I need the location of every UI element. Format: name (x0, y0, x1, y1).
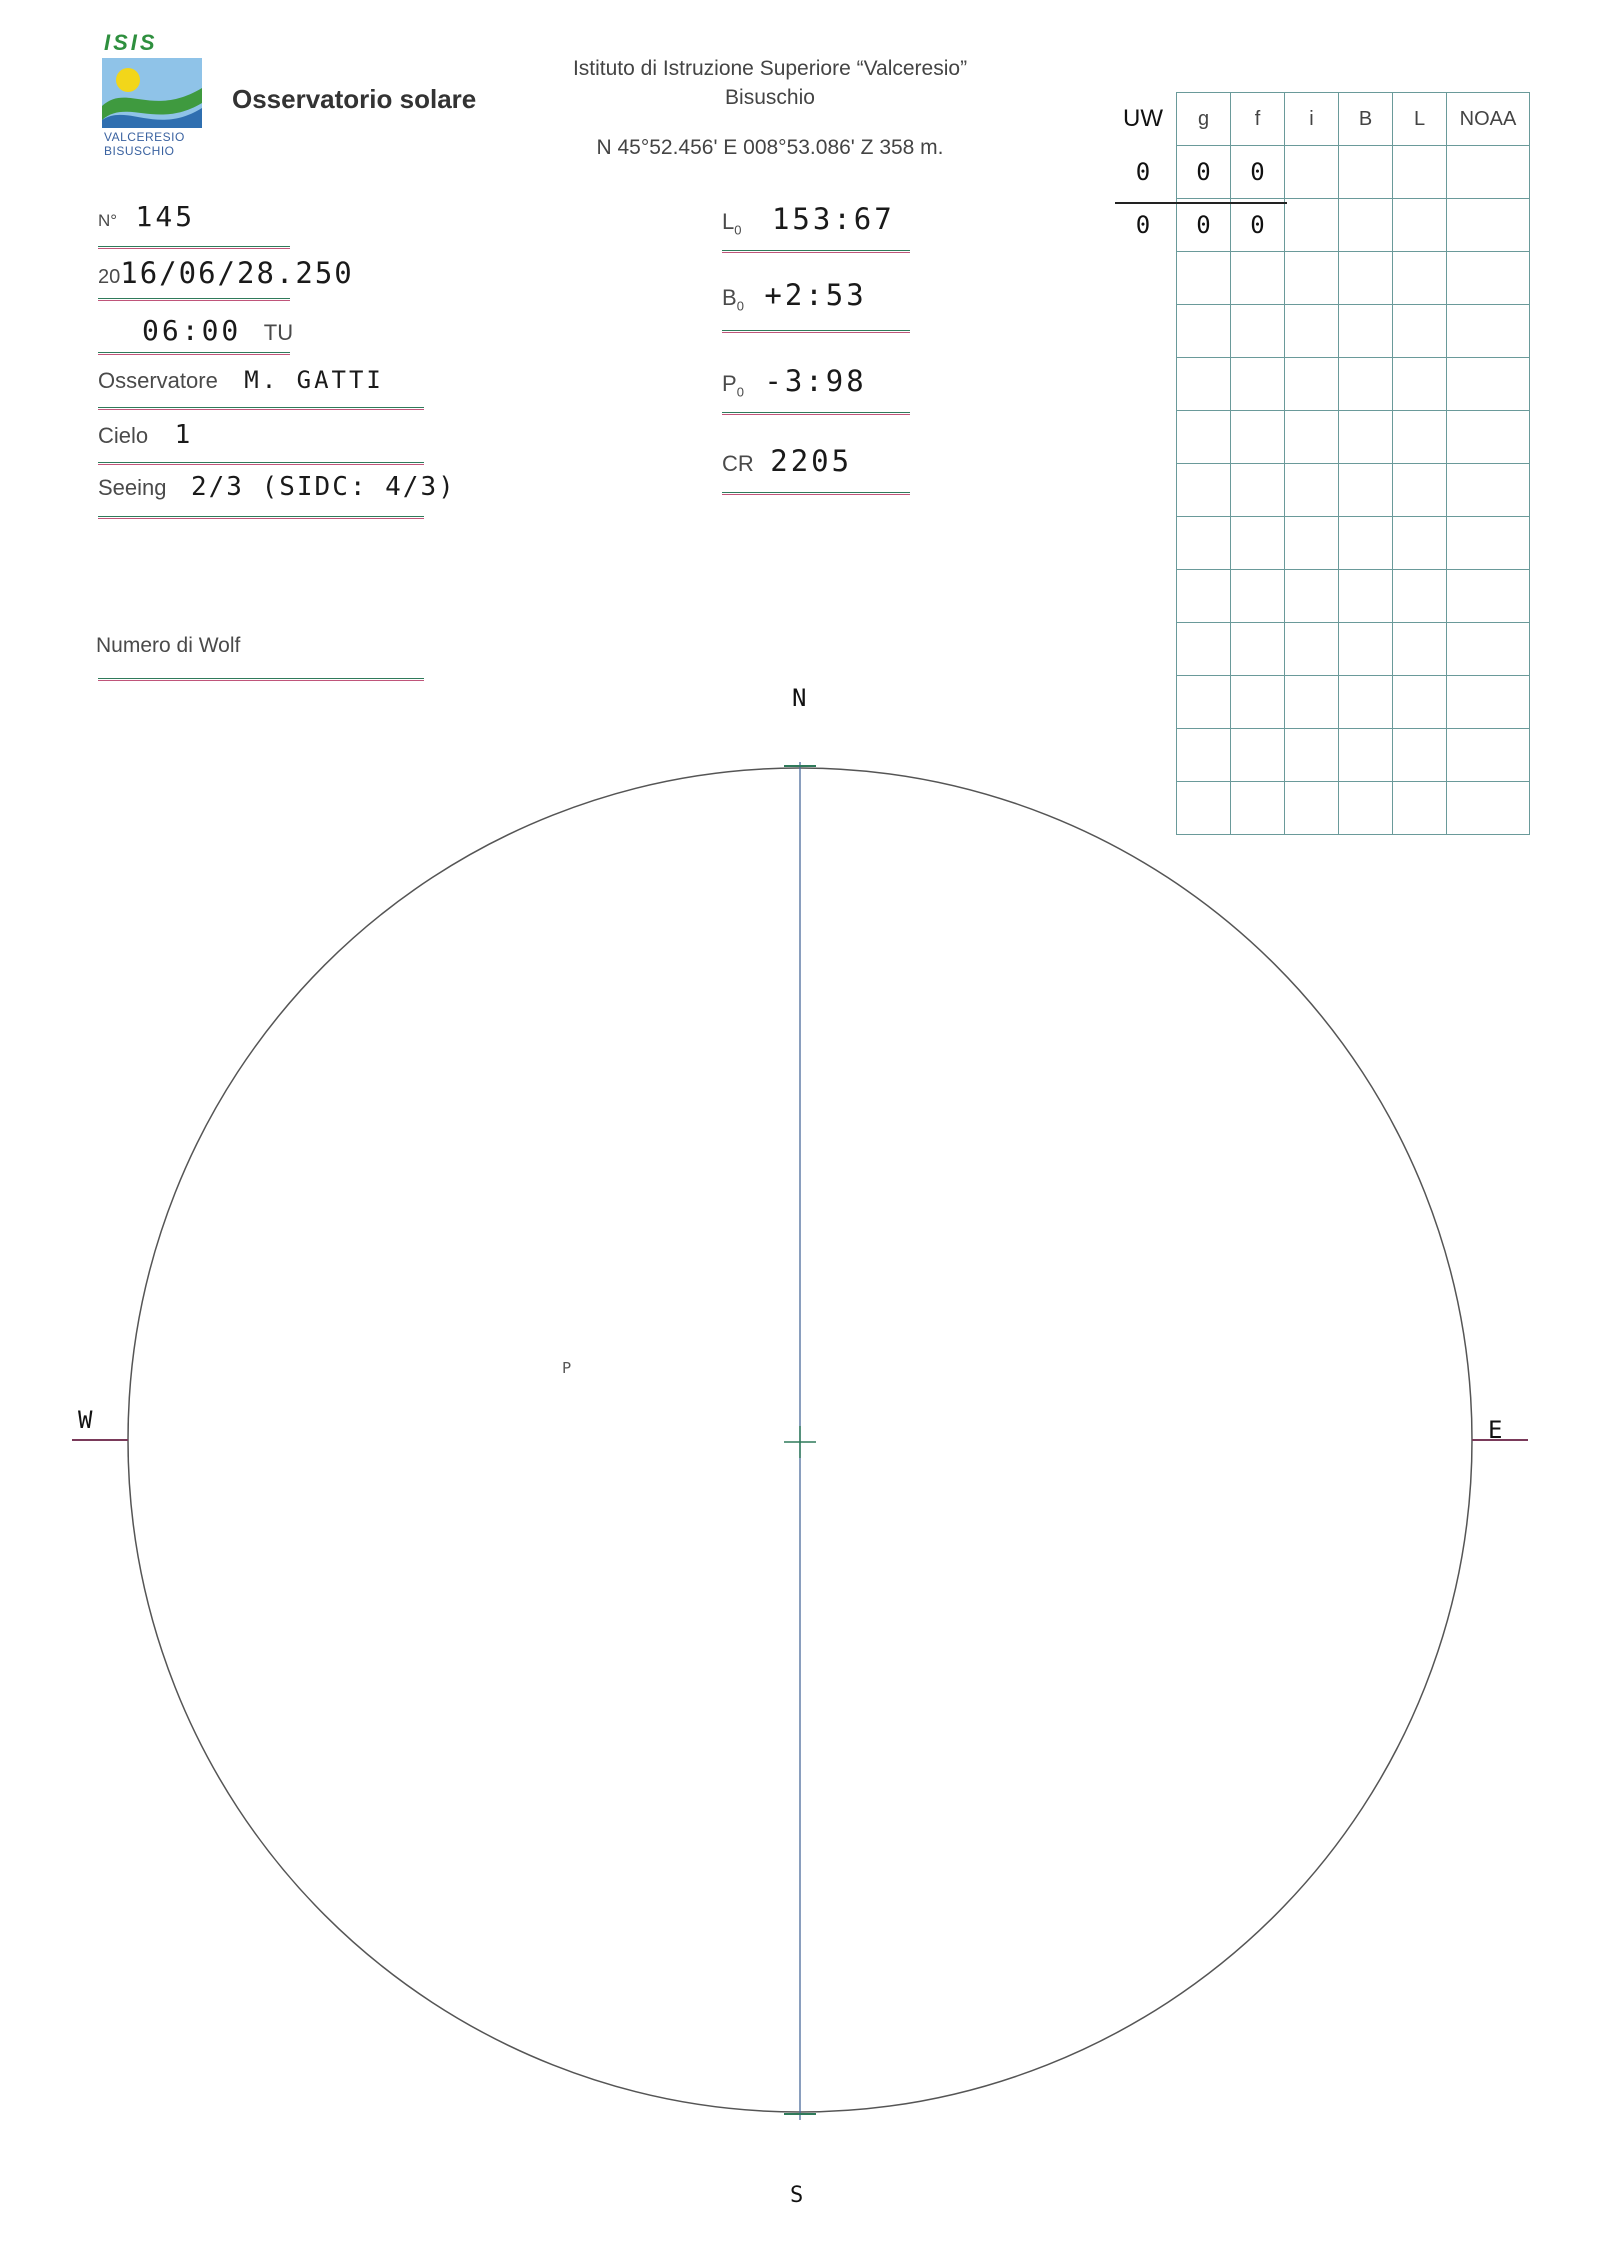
cell-l (1393, 570, 1447, 623)
west-label: W (78, 1406, 93, 1434)
header-i: i (1285, 93, 1339, 146)
header-noaa: NOAA (1447, 93, 1530, 146)
cell-noaa (1447, 199, 1530, 252)
cell-g (1177, 305, 1231, 358)
table-row (1110, 199, 1530, 252)
sky-rule (98, 462, 424, 465)
cell-b (1339, 464, 1393, 517)
cell-g: 0 (1177, 146, 1231, 199)
cell-f: 0 (1231, 199, 1285, 252)
header-uw: UW (1123, 105, 1163, 132)
sky-value: 1 (174, 420, 194, 450)
observer-rule (98, 407, 424, 410)
number-field (98, 200, 195, 233)
l0-rule (722, 250, 910, 253)
school-logo (100, 30, 210, 160)
date-prefix: 20 (98, 266, 121, 288)
table-row-empty (1110, 358, 1530, 411)
cell-l (1393, 146, 1447, 199)
l0-label: $L_0$ (722, 209, 742, 238)
cell-l (1393, 305, 1447, 358)
cr-rule (722, 492, 910, 495)
cell-uw: 0 (1135, 158, 1151, 186)
logo-text-1: VALCERESIO (104, 130, 185, 144)
number-label: N° (98, 211, 118, 230)
cell-g (1177, 411, 1231, 464)
cell-noaa (1447, 305, 1530, 358)
cell-noaa (1447, 517, 1530, 570)
header-g: g (1177, 93, 1231, 146)
cell-noaa (1447, 464, 1530, 517)
cell-l (1393, 623, 1447, 676)
cell-b (1339, 411, 1393, 464)
cell-b (1339, 305, 1393, 358)
cell-i (1285, 623, 1339, 676)
cell-f: 0 (1231, 146, 1285, 199)
cell-uw (1110, 570, 1177, 623)
seeing-field (98, 472, 456, 502)
date-field (98, 256, 354, 290)
header-l: L (1393, 93, 1447, 146)
cell-l (1393, 517, 1447, 570)
cell-i (1285, 199, 1339, 252)
p0-field (722, 364, 867, 399)
site-coordinates: N 45°52.456' E 008°53.086' Z 358 m. (596, 136, 944, 159)
cell-i (1285, 411, 1339, 464)
cell-b (1339, 252, 1393, 305)
cell-g (1177, 464, 1231, 517)
b0-value: +2:53 (764, 278, 867, 312)
cr-field (722, 444, 852, 478)
institute-name: Istituto di Istruzione Superiore “Valceresio” (572, 57, 968, 80)
cell-i (1285, 570, 1339, 623)
institute-header (540, 54, 1000, 112)
cell-f (1231, 305, 1285, 358)
logo-top-text: ISIS (104, 30, 158, 55)
cell-uw (1110, 358, 1177, 411)
observer-label: Osservatore (98, 368, 218, 393)
time-field (142, 314, 293, 347)
cell-f (1231, 411, 1285, 464)
date-rule (98, 298, 290, 301)
date-value: 16/06/28.250 (120, 256, 354, 290)
observer-value: M. GATTI (244, 366, 384, 394)
b0-label: $B_0$ (722, 285, 744, 314)
l0-field (722, 202, 895, 237)
b0-field (722, 278, 867, 313)
seeing-rule (98, 516, 424, 519)
cell-noaa (1447, 358, 1530, 411)
table-row-empty (1110, 411, 1530, 464)
logo-emblem-icon (102, 58, 202, 128)
time-suffix: TU (263, 320, 294, 345)
cell-f (1231, 358, 1285, 411)
cell-g (1177, 252, 1231, 305)
cell-noaa (1447, 570, 1530, 623)
cell-noaa (1447, 146, 1530, 199)
time-rule (98, 352, 290, 355)
header-f: f (1231, 93, 1285, 146)
observatory-title: Osservatorio solare (232, 84, 477, 114)
cell-noaa (1447, 252, 1530, 305)
cell-i (1285, 305, 1339, 358)
p0-value: -3:98 (764, 364, 867, 398)
cell-uw (1110, 517, 1177, 570)
cell-f (1231, 623, 1285, 676)
cell-l (1393, 411, 1447, 464)
seeing-label: Seeing (98, 475, 167, 500)
l0-value: 153:67 (771, 202, 895, 236)
number-rule (98, 246, 290, 249)
cell-uw (1110, 464, 1177, 517)
cell-g: 0 (1177, 199, 1231, 252)
cell-uw (1110, 252, 1177, 305)
cell-l (1393, 464, 1447, 517)
number-value: 145 (135, 200, 196, 233)
cell-g (1177, 517, 1231, 570)
cell-uw (1110, 623, 1177, 676)
disk-mark-p: P (562, 1359, 572, 1377)
north-label: N (792, 684, 807, 712)
cell-g (1177, 570, 1231, 623)
cell-b (1339, 570, 1393, 623)
cell-b (1339, 623, 1393, 676)
table-row-empty (1110, 464, 1530, 517)
observer-field (98, 366, 384, 394)
south-label: S (790, 2183, 804, 2208)
table-row-empty (1110, 517, 1530, 570)
cell-i (1285, 252, 1339, 305)
cell-i (1285, 517, 1339, 570)
sky-field (98, 420, 193, 450)
table-header-row (1110, 93, 1530, 146)
cell-f (1231, 570, 1285, 623)
cell-l (1393, 358, 1447, 411)
cell-uw (1110, 411, 1177, 464)
table-row-empty (1110, 252, 1530, 305)
cr-label: CR (722, 451, 754, 476)
table-row (1110, 146, 1530, 199)
cell-l (1393, 252, 1447, 305)
cell-f (1231, 517, 1285, 570)
cell-f (1231, 252, 1285, 305)
cell-f (1231, 464, 1285, 517)
cell-b (1339, 146, 1393, 199)
cell-i (1285, 464, 1339, 517)
cell-uw: 0 (1135, 211, 1151, 239)
logo-text-2: BISUSCHIO (104, 144, 175, 158)
solar-disk-diagram (60, 670, 1560, 2230)
table-row-empty (1110, 623, 1530, 676)
cell-g (1177, 358, 1231, 411)
cell-noaa (1447, 411, 1530, 464)
p0-label: $P_0$ (722, 371, 744, 400)
cell-noaa (1447, 623, 1530, 676)
table-row-empty (1110, 305, 1530, 358)
sky-label: Cielo (98, 423, 149, 448)
uw-divider-line (1115, 202, 1287, 204)
seeing-value: 2/3 (SIDC: 4/3) (190, 472, 456, 502)
cell-b (1339, 517, 1393, 570)
p0-rule (722, 412, 910, 415)
cell-b (1339, 358, 1393, 411)
cell-b (1339, 199, 1393, 252)
cell-i (1285, 358, 1339, 411)
cell-g (1177, 623, 1231, 676)
cell-l (1393, 199, 1447, 252)
cell-uw (1110, 305, 1177, 358)
table-row-empty (1110, 570, 1530, 623)
institute-town: Bisuschio (725, 86, 815, 109)
cr-value: 2205 (770, 444, 853, 478)
b0-rule (722, 330, 910, 333)
time-value: 06:00 (142, 314, 242, 347)
wolf-number-label: Numero di Wolf (96, 634, 241, 657)
east-label: E (1488, 1416, 1503, 1444)
cell-i (1285, 146, 1339, 199)
header-b: B (1339, 93, 1393, 146)
